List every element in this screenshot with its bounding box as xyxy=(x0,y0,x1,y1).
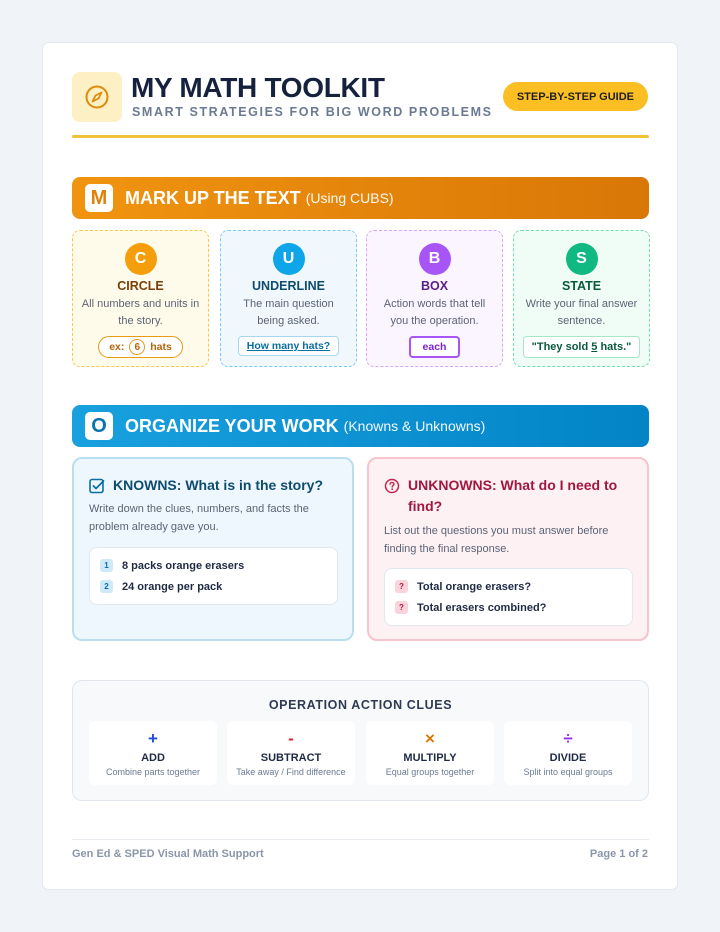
item-text: Total erasers combined? xyxy=(417,601,547,614)
list-item xyxy=(395,576,622,597)
cubs-card-circle xyxy=(72,230,209,367)
cubs-letter-badge: S xyxy=(566,243,598,275)
cubs-card-name: BOX xyxy=(420,279,449,293)
page-title: MY MATH TOOLKIT xyxy=(131,72,385,103)
cubs-example: How many hats? xyxy=(238,336,339,356)
minus-icon: - xyxy=(288,729,294,748)
cubs-card-name: CIRCLE xyxy=(117,279,164,293)
step-by-step-guide-button[interactable]: STEP-BY-STEP GUIDE xyxy=(503,82,648,111)
operation-clues-title: OPERATION ACTION CLUES xyxy=(268,698,453,712)
section-letter-m: M xyxy=(85,184,113,212)
example-prefix: "They sold xyxy=(531,341,592,353)
operation-card-divide xyxy=(504,721,632,785)
divide-icon: ÷ xyxy=(563,729,573,748)
operation-card-multiply xyxy=(366,721,494,785)
unknowns-title: UNKNOWNS: What do I need to find? xyxy=(408,477,618,514)
item-number-badge: 2 xyxy=(100,580,113,593)
cubs-card-desc: All numbers and units in the story. xyxy=(81,298,200,327)
section-subtitle: (Using CUBS) xyxy=(305,190,394,206)
item-text: 24 orange per pack xyxy=(122,580,223,593)
worksheet-page xyxy=(42,42,678,890)
section-subtitle: (Knowns & Unknowns) xyxy=(343,418,486,434)
section-letter-o: O xyxy=(85,412,113,440)
knowns-heading xyxy=(89,475,340,496)
knowns-desc: Write down the clues, numbers, and facts the problem already gave you. xyxy=(89,503,309,533)
section-title: MARK UP THE TEXT xyxy=(125,187,301,208)
operation-desc: Take away / Find difference xyxy=(236,767,346,777)
organize-section-banner xyxy=(72,405,649,447)
section-title: ORGANIZE YOUR WORK xyxy=(125,415,339,436)
footer-divider xyxy=(72,839,649,840)
knowns-list xyxy=(89,547,338,605)
item-question-badge: ? xyxy=(395,601,408,614)
compass-icon xyxy=(72,72,122,122)
item-text: 8 packs orange erasers xyxy=(122,559,245,572)
cubs-card-state xyxy=(513,230,650,367)
operation-clues-panel xyxy=(72,680,649,801)
markup-section-banner xyxy=(72,177,649,219)
cubs-card-desc: The main question being asked. xyxy=(243,298,334,327)
operation-name: DIVIDE xyxy=(549,752,587,764)
operation-name: MULTIPLY xyxy=(403,752,457,764)
footer-left-text: Gen Ed & SPED Visual Math Support xyxy=(72,848,264,860)
knowns-panel xyxy=(72,457,354,641)
operation-card-subtract xyxy=(227,721,355,785)
operation-desc: Combine parts together xyxy=(105,767,201,777)
plus-icon: + xyxy=(148,729,158,748)
operation-desc: Equal groups together xyxy=(385,767,475,777)
unknowns-panel xyxy=(367,457,649,641)
cubs-card-desc: Write your final answer sentence. xyxy=(525,298,638,327)
item-number-badge: 1 xyxy=(100,559,113,572)
item-question-badge: ? xyxy=(395,580,408,593)
cubs-example: each xyxy=(409,336,461,358)
list-item xyxy=(100,555,327,576)
list-item xyxy=(100,576,327,597)
operation-desc: Split into equal groups xyxy=(523,767,613,777)
header-divider xyxy=(72,135,649,138)
cubs-example xyxy=(98,336,183,358)
multiply-icon: × xyxy=(425,729,435,748)
circled-number: 6 xyxy=(129,339,145,355)
operation-name: SUBTRACT xyxy=(260,752,322,764)
cubs-letter-badge: U xyxy=(273,243,305,275)
cubs-letter-badge: C xyxy=(125,243,157,275)
unknowns-desc: List out the questions you must answer before finding the final response. xyxy=(384,525,609,555)
page-number: Page 1 of 2 xyxy=(589,848,648,860)
unknowns-heading xyxy=(384,475,635,517)
cubs-card-desc: Action words that tell you the operation. xyxy=(383,298,486,327)
cubs-card-name: UNDERLINE xyxy=(252,279,325,293)
operation-name: ADD xyxy=(141,752,165,764)
unknowns-list xyxy=(384,568,633,626)
page-subtitle: SMART STRATEGIES FOR BIG WORD PROBLEMS xyxy=(132,105,493,119)
item-text: Total orange erasers? xyxy=(417,580,532,593)
cubs-card-box xyxy=(366,230,503,367)
example-prefix: ex: xyxy=(109,340,125,353)
example-suffix: hats." xyxy=(597,341,632,353)
example-suffix: hats xyxy=(150,340,172,353)
cubs-card-underline xyxy=(220,230,357,367)
cubs-example xyxy=(523,336,641,358)
operation-card-add xyxy=(89,721,217,785)
question-circle-icon xyxy=(384,478,400,494)
list-item xyxy=(395,597,622,618)
cubs-card-name: STATE xyxy=(561,279,602,293)
checkbox-icon xyxy=(89,478,105,494)
cubs-letter-badge: B xyxy=(419,243,451,275)
underlined-number: 5 xyxy=(591,341,598,353)
knowns-title: KNOWNS: What is in the story? xyxy=(113,477,323,493)
